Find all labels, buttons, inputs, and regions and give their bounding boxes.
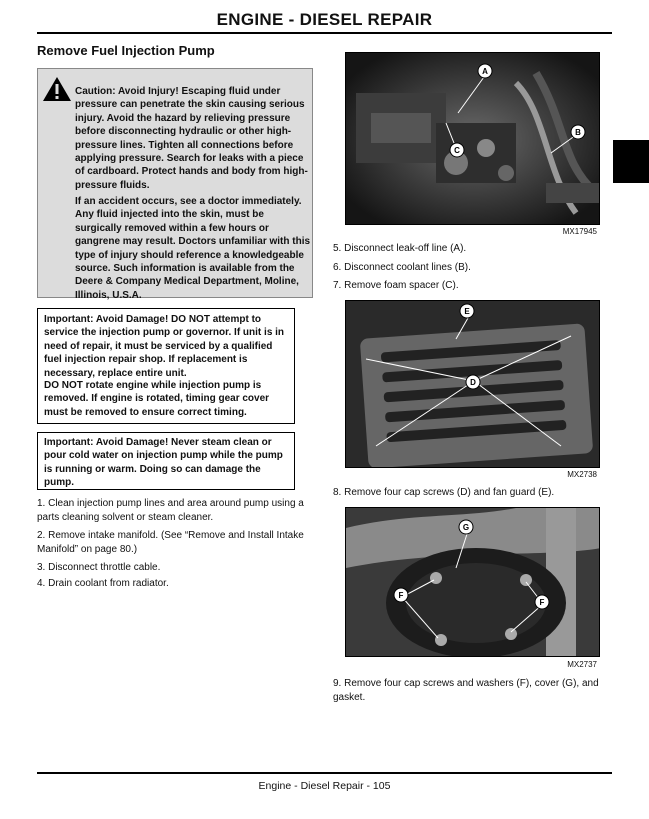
caution-box (37, 68, 313, 301)
svg-text:D: D (470, 378, 476, 387)
step-1: 1. Clean injection pump lines and area around pump using a parts cleaning solvent or steam cleaner. (37, 498, 304, 523)
figure-id: MX2738 (567, 470, 597, 479)
important-steam-text: Important: Avoid Damage! Never steam clean or pour cold water on injection pump while the pump is running or warm. Doing so can damage the pump. (44, 437, 283, 489)
svg-text:A: A (482, 67, 488, 76)
step-7: 7. Remove foam spacer (C). (333, 280, 459, 291)
step-2: 2. Remove intake manifold. (See “Remove and Install Intake Manifold” on page 80.) (37, 530, 304, 555)
caution-accident-text: If an accident occurs, see a doctor immediately. Any fluid injected into the skin, must be surgically removed within a few hours or gangrene may result. Doctors unfamiliar with this type of injury should reference a knowledgeable source. Such information is available from the Deere & Company Medical Department, Moline, Illinois, U.S.A. (75, 196, 311, 301)
svg-text:F: F (398, 591, 404, 600)
important-box-steam (37, 432, 295, 490)
step-4: 4. Drain coolant from radiator. (37, 578, 169, 589)
callout-d (466, 375, 480, 389)
callout-b (571, 125, 585, 139)
step-6: 6. Disconnect coolant lines (B). (333, 262, 471, 273)
callout-f-right (535, 595, 549, 609)
callout-c (450, 143, 464, 157)
callout-e (460, 304, 474, 318)
svg-text:C: C (454, 146, 460, 155)
important-service-text: Important: Avoid Damage! DO NOT attempt to service the injection pump or governor. If unit is in need of repair, it must be serviced by a qualified fuel injection repair shop. If replacement is necessary, replace entire unit. (44, 314, 285, 379)
svg-text:B: B (575, 128, 581, 137)
section-tab-marker (613, 140, 649, 183)
svg-text:E: E (464, 307, 470, 316)
callout-a (478, 64, 492, 78)
figure-1-callouts (345, 52, 600, 225)
figure-id: MX2737 (567, 660, 597, 669)
callout-g (459, 520, 473, 534)
step-9: 9. Remove four cap screws and washers (F), cover (G), and gasket. (333, 678, 599, 703)
page-footer: Engine - Diesel Repair - 105 (258, 780, 391, 792)
figure-2-callouts (345, 300, 600, 468)
figure-3-callouts (345, 507, 600, 657)
section-title: Remove Fuel Injection Pump (37, 43, 215, 58)
footer-rule (37, 772, 612, 774)
callout-f-left (394, 588, 408, 602)
step-5: 5. Disconnect leak-off line (A). (333, 243, 467, 254)
important-box-service (37, 308, 295, 424)
step-3: 3. Disconnect throttle cable. (37, 562, 161, 573)
caution-text: Caution: Avoid Injury! Escaping fluid under pressure can penetrate the skin causing serious injury. Avoid the hazard by relieving pressure before disconnecting hydraulic or other high-pressure lines. Tighten all connections before applying pressure. Search for leaks with a piece of cardboard. Protect hands and body from high-pressure fluids. (75, 86, 308, 191)
svg-text:G: G (462, 523, 470, 532)
svg-text:F: F (539, 598, 545, 607)
important-rotate-text: DO NOT rotate engine while injection pump is removed. If engine is rotated, timing gear cover must be removed to ensure correct timing. (44, 380, 270, 418)
figure-id: MX17945 (562, 227, 597, 236)
warning-triangle-icon (42, 76, 72, 107)
page-header-title: ENGINE - DIESEL REPAIR (216, 10, 433, 29)
step-8: 8. Remove four cap screws (D) and fan guard (E). (333, 487, 555, 498)
header-rule (37, 32, 612, 34)
